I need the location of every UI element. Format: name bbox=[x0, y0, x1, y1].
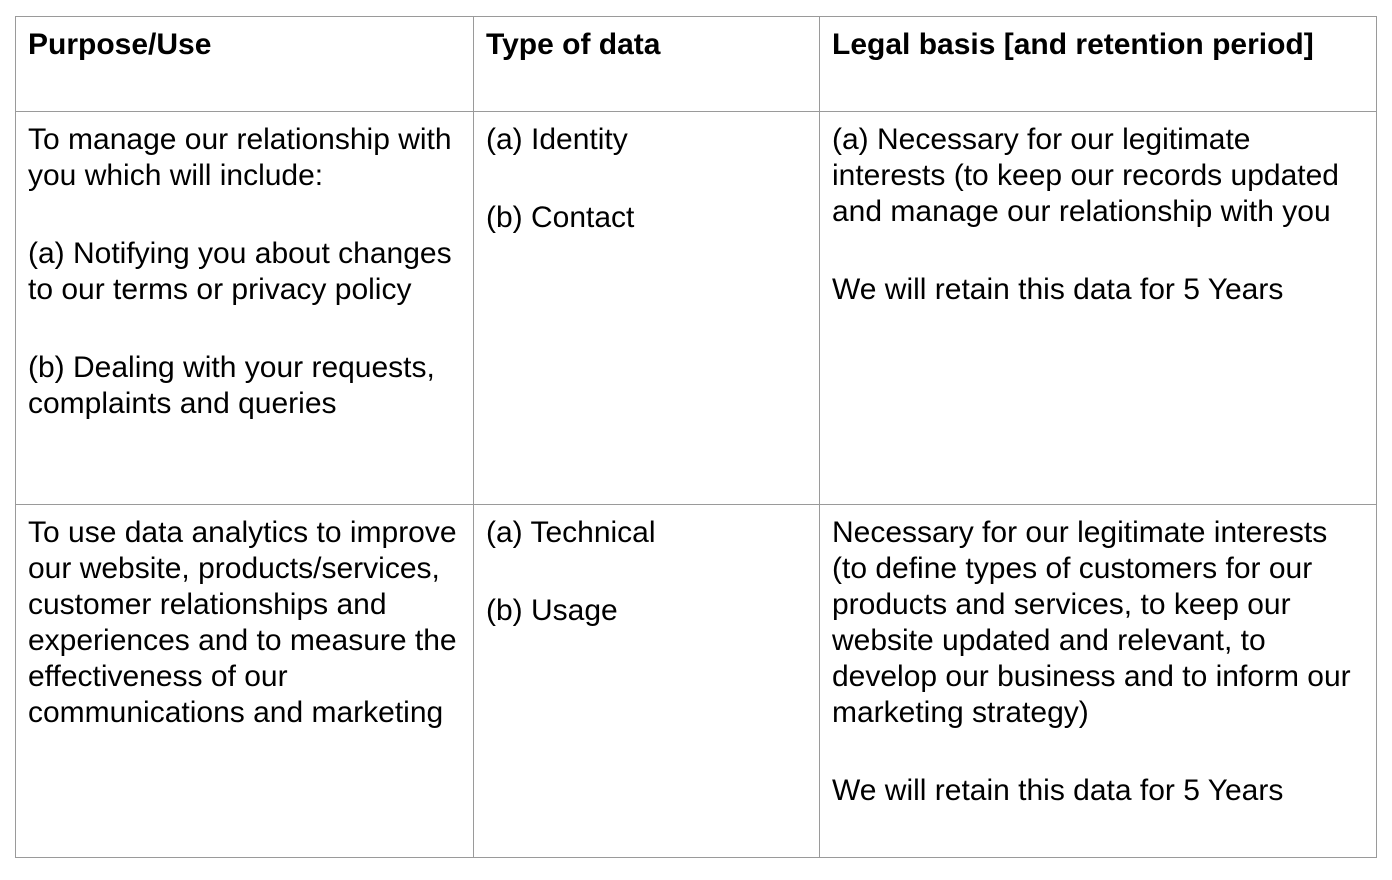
table-header-row bbox=[16, 17, 1377, 112]
purpose-text: (a) Notifying you about changes to our terms or privacy policy bbox=[28, 237, 452, 306]
data-type-text: (b) Contact bbox=[486, 201, 635, 234]
purpose-cell bbox=[16, 505, 474, 858]
purpose-text: To manage our relationship with you which will include: bbox=[28, 123, 452, 192]
retention-text: We will retain this data for 5 Years bbox=[832, 774, 1284, 807]
data-type-text: (b) Usage bbox=[486, 594, 618, 627]
data-type-cell bbox=[474, 112, 820, 505]
data-processing-table bbox=[15, 16, 1377, 858]
legal-basis-cell bbox=[820, 112, 1377, 505]
header-purpose-use: Purpose/Use bbox=[16, 17, 474, 112]
legal-basis-text: (a) Necessary for our legitimate interests (to keep our records updated and manage our relationship with you bbox=[832, 123, 1339, 228]
header-legal-basis: Legal basis [and retention period] bbox=[820, 17, 1377, 112]
retention-text: We will retain this data for 5 Years bbox=[832, 273, 1284, 306]
data-type-cell bbox=[474, 505, 820, 858]
header-type-of-data: Type of data bbox=[474, 17, 820, 112]
data-type-text: (a) Technical bbox=[486, 516, 656, 549]
table-row bbox=[16, 112, 1377, 505]
purpose-text: (b) Dealing with your requests, complaints and queries bbox=[28, 351, 435, 420]
legal-basis-cell bbox=[820, 505, 1377, 858]
data-type-text: (a) Identity bbox=[486, 123, 628, 156]
purpose-cell bbox=[16, 112, 474, 505]
purpose-text: To use data analytics to improve our website, products/services, customer relationships and experiences and to measure the effectiveness of our communications and marketing bbox=[28, 516, 457, 729]
legal-basis-text: Necessary for our legitimate interests (to define types of customers for our products and services, to keep our website updated and relevant, to develop our business and to inform our marketing strategy) bbox=[832, 516, 1351, 729]
table-row bbox=[16, 505, 1377, 858]
